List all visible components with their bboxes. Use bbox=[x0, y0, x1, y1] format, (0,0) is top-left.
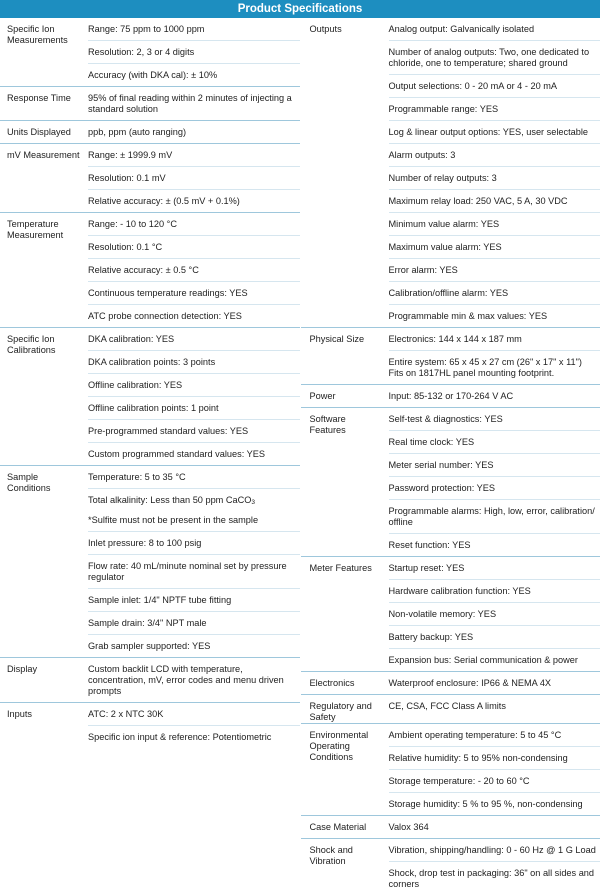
spec-value-text: Range: - 10 to 120 °C bbox=[88, 219, 177, 229]
spec-value bbox=[389, 98, 600, 121]
spec-value-text: Alarm outputs: 3 bbox=[389, 150, 456, 160]
spec-value-text: Range: 75 ppm to 1000 ppm bbox=[88, 24, 204, 34]
spec-value bbox=[88, 121, 300, 143]
spec-value-text: Resolution: 0.1 °C bbox=[88, 242, 162, 252]
spec-value bbox=[88, 328, 300, 351]
spec-value bbox=[389, 724, 600, 747]
spec-value bbox=[389, 236, 600, 259]
spec-value bbox=[389, 328, 600, 351]
spec-value bbox=[389, 649, 600, 671]
spec-value-text: Password protection: YES bbox=[389, 483, 496, 493]
spec-value bbox=[389, 75, 600, 98]
spec-section-label: Sample Conditions bbox=[0, 466, 82, 657]
spec-value bbox=[389, 121, 600, 144]
spec-value-text: Relative accuracy: ± (0.5 mV + 0.1%) bbox=[88, 196, 240, 206]
spec-value-text: Relative humidity: 5 to 95% non-condensing bbox=[389, 753, 568, 763]
spec-value bbox=[88, 443, 300, 465]
spec-value bbox=[88, 64, 300, 86]
spec-value-text: Storage temperature: - 20 to 60 °C bbox=[389, 776, 530, 786]
spec-section bbox=[0, 466, 300, 658]
spec-value-text: Real time clock: YES bbox=[389, 437, 475, 447]
spec-value-text: Maximum value alarm: YES bbox=[389, 242, 502, 252]
spec-value-text: Meter serial number: YES bbox=[389, 460, 494, 470]
spec-section bbox=[0, 213, 300, 328]
spec-value bbox=[389, 770, 600, 793]
spec-value bbox=[88, 612, 300, 635]
spec-value bbox=[389, 431, 600, 454]
spec-value-text: Self-test & diagnostics: YES bbox=[389, 414, 503, 424]
spec-value-text: Entire system: 65 x 45 x 27 cm (26" x 17" x 11") Fits on 1817HL panel mounting footprint. bbox=[389, 357, 582, 378]
spec-value-text: Custom backlit LCD with temperature, concentration, mV, error codes and menu driven prompts bbox=[88, 664, 284, 696]
spec-value-text: Programmable min & max values: YES bbox=[389, 311, 548, 321]
spec-section-label: Temperature Measurement bbox=[0, 213, 82, 327]
spec-value bbox=[88, 236, 300, 259]
spec-value bbox=[389, 580, 600, 603]
spec-section bbox=[0, 121, 300, 144]
spec-value-text: Range: ± 1999.9 mV bbox=[88, 150, 172, 160]
spec-value-text: Reset function: YES bbox=[389, 540, 471, 550]
left-spec-column bbox=[0, 18, 300, 895]
spec-value-text: Resolution: 2, 3 or 4 digits bbox=[88, 47, 194, 57]
spec-value bbox=[389, 477, 600, 500]
spec-value bbox=[389, 305, 600, 327]
spec-value bbox=[88, 420, 300, 443]
spec-value bbox=[389, 385, 600, 407]
spec-value-text: Ambient operating temperature: 5 to 45 °C bbox=[389, 730, 562, 740]
spec-section-label: Case Material bbox=[301, 816, 383, 838]
spec-value bbox=[88, 305, 300, 327]
spec-value-text: ATC: 2 x NTC 30K bbox=[88, 709, 163, 719]
spec-value bbox=[88, 658, 300, 702]
spec-value-text: Resolution: 0.1 mV bbox=[88, 173, 166, 183]
spec-value bbox=[389, 167, 600, 190]
spec-section bbox=[301, 557, 600, 672]
spec-value-text: Shock, drop test in packaging: 36" on all sides and corners bbox=[389, 868, 595, 889]
spec-value bbox=[389, 259, 600, 282]
spec-value bbox=[389, 500, 600, 534]
spec-value bbox=[389, 18, 600, 41]
spec-value bbox=[88, 351, 300, 374]
spec-value bbox=[389, 408, 600, 431]
spec-value bbox=[88, 18, 300, 41]
spec-value-text: Battery backup: YES bbox=[389, 632, 474, 642]
spec-value-text: Grab sampler supported: YES bbox=[88, 641, 210, 651]
spec-value-text: DKA calibration: YES bbox=[88, 334, 174, 344]
spec-section bbox=[301, 695, 600, 724]
spec-value-text: Number of relay outputs: 3 bbox=[389, 173, 497, 183]
spec-value bbox=[88, 41, 300, 64]
spec-section-label: Shock and Vibration bbox=[301, 839, 383, 895]
spec-value bbox=[88, 555, 300, 589]
spec-section-label: Units Displayed bbox=[0, 121, 82, 143]
spec-value-text: Inlet pressure: 8 to 100 psig bbox=[88, 538, 201, 548]
spec-section bbox=[301, 408, 600, 557]
spec-value-text: *Sulfite must not be present in the sample bbox=[88, 515, 258, 525]
spec-value bbox=[389, 557, 600, 580]
spec-value-text: Continuous temperature readings: YES bbox=[88, 288, 248, 298]
spec-section-label: Physical Size bbox=[301, 328, 383, 384]
spec-value-text: Programmable alarms: High, low, error, calibration/ offline bbox=[389, 506, 595, 527]
spec-section bbox=[301, 839, 600, 895]
spec-section-label: Outputs bbox=[301, 18, 383, 327]
spec-section-label: Inputs bbox=[0, 703, 82, 748]
spec-value-text: Output selections: 0 - 20 mA or 4 - 20 mA bbox=[389, 81, 558, 91]
page-title: Product Specifications bbox=[0, 0, 600, 18]
spec-value bbox=[389, 282, 600, 305]
spec-value-text: Waterproof enclosure: IP66 & NEMA 4X bbox=[389, 678, 552, 688]
spec-section bbox=[301, 724, 600, 816]
spec-value bbox=[88, 532, 300, 555]
spec-section bbox=[0, 18, 300, 87]
spec-value bbox=[88, 589, 300, 612]
right-spec-column bbox=[300, 18, 600, 895]
spec-value bbox=[88, 213, 300, 236]
spec-section-label: Specific Ion Calibrations bbox=[0, 328, 82, 465]
spec-value-text: Expansion bus: Serial communication & power bbox=[389, 655, 578, 665]
spec-value-text: Valox 364 bbox=[389, 822, 429, 832]
spec-value-text: Number of analog outputs: Two, one dedicated to chloride, one to temperature; shared ground bbox=[389, 47, 590, 68]
spec-value-text: Pre-programmed standard values: YES bbox=[88, 426, 248, 436]
spec-value bbox=[88, 466, 300, 489]
spec-value bbox=[389, 747, 600, 770]
spec-value-text: Startup reset: YES bbox=[389, 563, 465, 573]
spec-section bbox=[0, 144, 300, 213]
spec-value bbox=[88, 726, 300, 748]
spec-value-text: Hardware calibration function: YES bbox=[389, 586, 531, 596]
spec-value-text: Accuracy (with DKA cal): ± 10% bbox=[88, 70, 217, 80]
spec-section bbox=[0, 87, 300, 121]
spec-value bbox=[389, 603, 600, 626]
spec-value bbox=[389, 351, 600, 384]
spec-value-text: Temperature: 5 to 35 °C bbox=[88, 472, 186, 482]
spec-value bbox=[88, 167, 300, 190]
spec-value-text: Log & linear output options: YES, user selectable bbox=[389, 127, 589, 137]
spec-section-label: Meter Features bbox=[301, 557, 383, 671]
spec-value bbox=[389, 190, 600, 213]
spec-section-label: Regulatory and Safety bbox=[301, 695, 383, 723]
spec-value-text: Error alarm: YES bbox=[389, 265, 458, 275]
spec-value bbox=[389, 144, 600, 167]
spec-value bbox=[88, 282, 300, 305]
spec-value-text: Vibration, shipping/handling: 0 - 60 Hz @ 1 G Load bbox=[389, 845, 596, 855]
spec-section-label: Electronics bbox=[301, 672, 383, 694]
spec-value bbox=[389, 839, 600, 862]
subscript: 3 bbox=[251, 499, 255, 506]
spec-value bbox=[88, 509, 300, 532]
spec-value bbox=[389, 534, 600, 556]
spec-value-text: ppb, ppm (auto ranging) bbox=[88, 127, 186, 137]
spec-value bbox=[389, 816, 600, 838]
spec-section bbox=[301, 328, 600, 385]
spec-value-text: DKA calibration points: 3 points bbox=[88, 357, 215, 367]
spec-section-label: Display bbox=[0, 658, 82, 702]
spec-value-text: Custom programmed standard values: YES bbox=[88, 449, 265, 459]
spec-section bbox=[301, 18, 600, 328]
spec-value-text: CE, CSA, FCC Class A limits bbox=[389, 701, 506, 711]
spec-value bbox=[88, 87, 300, 120]
spec-value-text: Minimum value alarm: YES bbox=[389, 219, 500, 229]
spec-section-label: Power bbox=[301, 385, 383, 407]
spec-value-text: Non-volatile memory: YES bbox=[389, 609, 497, 619]
spec-section-label: Response Time bbox=[0, 87, 82, 120]
spec-value bbox=[88, 397, 300, 420]
spec-value bbox=[389, 213, 600, 236]
spec-value-text: Offline calibration: YES bbox=[88, 380, 182, 390]
spec-value-text: Maximum relay load: 250 VAC, 5 A, 30 VDC bbox=[389, 196, 568, 206]
spec-value bbox=[88, 144, 300, 167]
spec-value-text: Programmable range: YES bbox=[389, 104, 499, 114]
spec-value-text: Total alkalinity: Less than 50 ppm CaCO bbox=[88, 495, 251, 505]
spec-section bbox=[0, 703, 300, 748]
spec-section bbox=[301, 385, 600, 408]
spec-value-text: 95% of final reading within 2 minutes of injecting a standard solution bbox=[88, 93, 292, 114]
spec-value bbox=[389, 695, 600, 717]
spec-value-text: Sample inlet: 1/4" NPTF tube fitting bbox=[88, 595, 231, 605]
spec-value bbox=[88, 259, 300, 282]
spec-value bbox=[88, 374, 300, 397]
spec-value-text: Flow rate: 40 mL/minute nominal set by pressure regulator bbox=[88, 561, 287, 582]
spec-value bbox=[389, 454, 600, 477]
spec-value bbox=[88, 190, 300, 212]
spec-value bbox=[389, 672, 600, 694]
spec-value bbox=[389, 41, 600, 75]
spec-section-label: Specific Ion Measurements bbox=[0, 18, 82, 86]
spec-section bbox=[0, 328, 300, 466]
spec-value-text: Electronics: 144 x 144 x 187 mm bbox=[389, 334, 522, 344]
spec-section bbox=[301, 672, 600, 695]
spec-value-text: Sample drain: 3/4" NPT male bbox=[88, 618, 207, 628]
spec-value bbox=[389, 626, 600, 649]
spec-value-text: Relative accuracy: ± 0.5 °C bbox=[88, 265, 199, 275]
spec-section bbox=[301, 816, 600, 839]
spec-value-text: Specific ion input & reference: Potentiometric bbox=[88, 732, 271, 742]
spec-value bbox=[88, 635, 300, 657]
spec-value bbox=[88, 489, 300, 509]
spec-value bbox=[389, 862, 600, 895]
spec-section-label: mV Measurement bbox=[0, 144, 82, 212]
spec-value bbox=[88, 703, 300, 726]
spec-section-label: Environmental Operating Conditions bbox=[301, 724, 383, 815]
spec-section-label: Software Features bbox=[301, 408, 383, 556]
spec-value-text: ATC probe connection detection: YES bbox=[88, 311, 242, 321]
spec-value-text: Analog output: Galvanically isolated bbox=[389, 24, 535, 34]
spec-value-text: Calibration/offline alarm: YES bbox=[389, 288, 509, 298]
spec-section bbox=[0, 658, 300, 703]
spec-value-text: Input: 85-132 or 170-264 V AC bbox=[389, 391, 514, 401]
spec-value bbox=[389, 793, 600, 815]
spec-value-text: Offline calibration points: 1 point bbox=[88, 403, 219, 413]
spec-value-text: Storage humidity: 5 % to 95 %, non-condensing bbox=[389, 799, 583, 809]
